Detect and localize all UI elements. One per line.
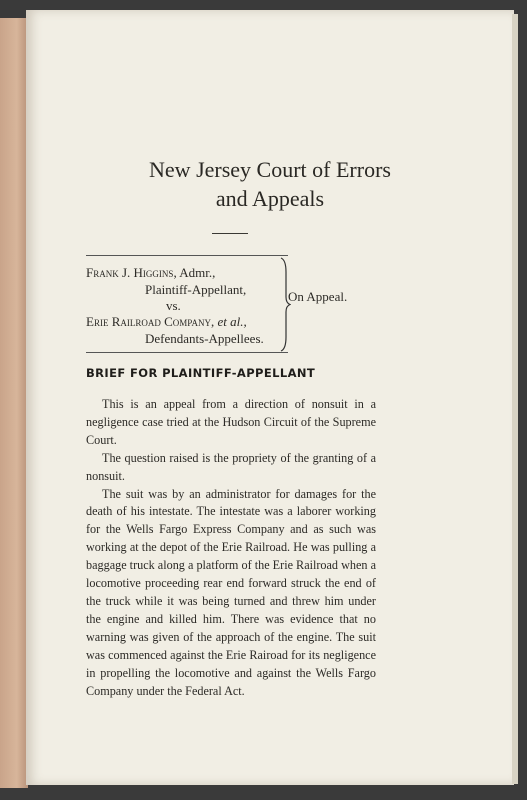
defendant-etal: et al., bbox=[217, 314, 247, 329]
plaintiff-role: Plaintiff-Appellant, bbox=[145, 282, 247, 297]
brief-body bbox=[86, 396, 376, 700]
title-line-1: New Jersey Court of Errors bbox=[149, 157, 391, 182]
versus: vs. bbox=[166, 298, 181, 313]
page-title bbox=[26, 155, 514, 213]
appeal-note: On Appeal. bbox=[288, 289, 348, 304]
defendant-role: Defendants-Appellees. bbox=[145, 331, 264, 346]
defendant-name-line: Erie Railroad Company, et al., bbox=[86, 314, 247, 329]
caption-top-rule bbox=[86, 255, 288, 256]
paragraph-1: This is an appeal from a direction of nonsuit in a negligence case tried at the Hudson Circuit of the Supreme Court. bbox=[86, 397, 376, 447]
brief-heading: BRIEF FOR PLAINTIFF-APPELLANT bbox=[86, 366, 316, 380]
plaintiff-suffix: , Admr., bbox=[173, 265, 216, 280]
page-edge bbox=[512, 14, 518, 784]
plaintiff-name: Frank J. Higgins bbox=[86, 265, 174, 280]
caption-bottom-rule bbox=[86, 352, 288, 353]
plaintiff-name-line bbox=[86, 264, 215, 281]
adjacent-page-edge bbox=[0, 18, 28, 788]
title-divider bbox=[212, 233, 248, 234]
paragraph-2: The question raised is the propriety of the granting of a nonsuit. bbox=[86, 450, 376, 483]
paragraph-3: The suit was by an administrator for damages for the death of his intestate. The intestate was a laborer working for the Wells Fargo Express Company and as such was working at the depot of the Erie Railroad. He was pulling a baggage truck along a platform of the Erie Railroad when a locomotive proceeding rear end forward struck the end of the truck while it was being turned and threw him under the engine and killed him. There was evidence that no warning was given of the approach of the engine. The suit was commenced against the Erie Rairoad for its negligence in propelling the locomotive and against the Wells Fargo Company under the Federal Act. bbox=[86, 486, 376, 698]
title-line-2: and Appeals bbox=[215, 186, 325, 211]
defendant-name: Erie Railroad Company bbox=[86, 314, 211, 329]
